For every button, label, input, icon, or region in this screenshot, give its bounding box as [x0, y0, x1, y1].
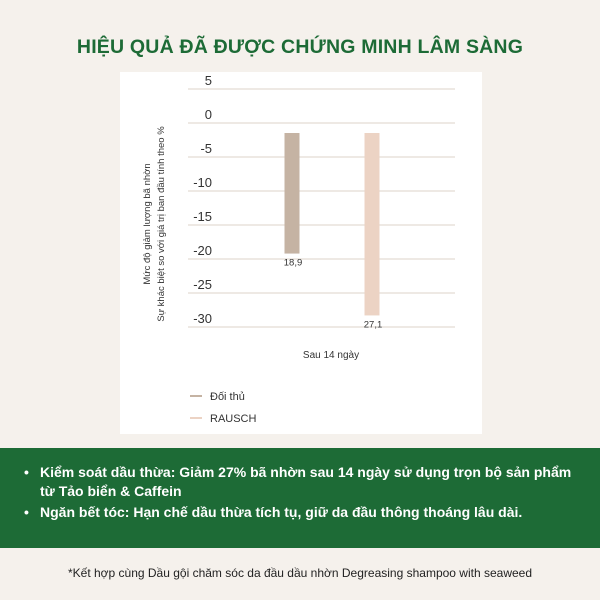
y-tick-label: -25 — [193, 277, 212, 292]
gridlines — [188, 89, 455, 327]
y-tick-label: -30 — [193, 311, 212, 326]
benefit-oil-control: • Kiểm soát dầu thừa: Giảm 27% bã nhờn sau 14 ngày sử dụng trọn bộ sản phẩm từ Tảo biển & Caffein — [40, 463, 580, 501]
y-tick-label: -5 — [200, 141, 212, 156]
y-tick-label: 5 — [204, 73, 212, 88]
footnote: *Kết hợp cùng Dầu gội chăm sóc da đầu dầu nhờn Degreasing shampoo with seaweed — [67, 566, 533, 580]
y-tick-labels — [193, 73, 212, 326]
benefits-list — [0, 448, 600, 522]
benefits-panel — [0, 448, 600, 548]
x-axis-label: Sau 14 ngày — [302, 350, 360, 361]
page-title: HIỆU QUẢ ĐÃ ĐƯỢC CHỨNG MINH LÂM SÀNG — [76, 36, 524, 58]
y-axis-label-line-2: Sự khác biệt so với giá trị ban đầu tính theo % — [156, 126, 167, 322]
bar-chart — [120, 72, 482, 434]
bar-rausch — [365, 133, 380, 315]
data-label: 18,9 — [283, 257, 303, 269]
benefit-anti-greasy: • Ngăn bết tóc: Hạn chế dầu thừa tích tụ, giữ da đầu thông thoáng lâu dài. — [40, 503, 580, 522]
chart-card — [120, 72, 482, 434]
y-tick-label: -20 — [193, 243, 212, 258]
y-tick-label: 0 — [204, 107, 212, 122]
legend — [190, 391, 257, 425]
y-tick-label: -15 — [193, 209, 212, 224]
legend-label: RAUSCH — [210, 413, 257, 425]
bars — [285, 133, 380, 315]
y-tick-label: -10 — [193, 175, 212, 190]
y-axis-label-line-1: Mức độ giảm lượng bã nhờn — [142, 163, 153, 285]
data-label: 27,1 — [363, 319, 383, 331]
bar-competitor — [285, 133, 300, 254]
legend-label: Đối thủ — [210, 391, 245, 403]
